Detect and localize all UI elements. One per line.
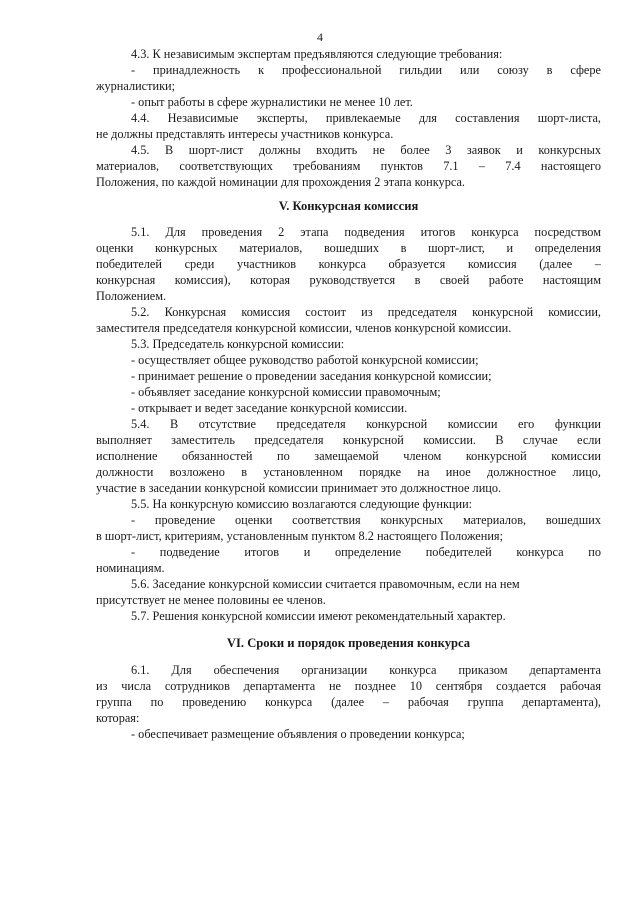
paragraph-line: номинациям.: [96, 561, 165, 575]
paragraph-line: 5.4. В отсутствие председателя конкурсной комиссии его функции: [131, 417, 601, 431]
paragraph-line: журналистики;: [96, 79, 176, 93]
list-item: - объявляет заседание конкурсной комиссии правомочным;: [131, 385, 441, 399]
paragraph-line: материалов, соответствующих требованиям пунктов 7.1 – 7.4 настоящего: [96, 159, 601, 173]
page-number: 4: [317, 30, 323, 44]
list-item: - подведение итогов и определение победителей конкурса по: [131, 545, 601, 559]
paragraph-line: 5.2. Конкурсная комиссия состоит из председателя конкурсной комиссии,: [131, 305, 601, 319]
paragraph-line: из числа сотрудников департамента не позднее 10 сентября создается рабочая: [96, 679, 601, 693]
list-item: - обеспечивает размещение объявления о проведении конкурса;: [131, 727, 465, 741]
paragraph-line: оценки конкурсных материалов, вошедших в шорт-лист, и определения: [96, 241, 601, 255]
paragraph-line: заместителя председателя конкурсной комиссии, членов конкурсной комиссии.: [96, 321, 512, 335]
paragraph-line: 4.3. К независимым экспертам предъявляются следующие требования:: [131, 47, 503, 61]
paragraph-line: выполняет заместитель председателя конкурсной комиссии. В случае если: [96, 433, 601, 447]
list-item: - открывает и ведет заседание конкурсной комиссии.: [131, 401, 408, 415]
list-item: - осуществляет общее руководство работой конкурсной комиссии;: [131, 353, 479, 367]
paragraph-line: 4.5. В шорт-лист должны входить не более 3 заявок и конкурсных: [131, 143, 601, 157]
paragraph-line: Положением.: [96, 289, 167, 303]
list-item: - принимает решение о проведении заседания конкурсной комиссии;: [131, 369, 492, 383]
paragraph-line: группа по проведению конкурса (далее – рабочая группа департамента),: [96, 695, 601, 709]
paragraph-line: 6.1. Для обеспечения организации конкурса приказом департамента: [131, 663, 601, 677]
paragraph-line: исполнение обязанностей по замещаемой членом конкурсной комиссии: [96, 449, 601, 463]
paragraph-line: Положения, по каждой номинации для прохождения 2 этапа конкурса.: [96, 175, 465, 189]
paragraph-line: 5.7. Решения конкурсной комиссии имеют рекомендательный характер.: [131, 609, 506, 623]
section-heading-5: V. Конкурсная комиссия: [278, 199, 419, 213]
list-item: - проведение оценки соответствия конкурсных материалов, вошедших: [131, 513, 601, 527]
paragraph-line: 5.5. На конкурсную комиссию возлагаются следующие функции:: [131, 497, 473, 511]
section-heading-6: VI. Сроки и порядок проведения конкурса: [226, 636, 471, 650]
paragraph-line: 5.3. Председатель конкурсной комиссии:: [131, 337, 345, 351]
paragraph-line: - принадлежность к профессиональной гильдии или союзу в сфере: [131, 63, 601, 77]
paragraph-line: - опыт работы в сфере журналистики не менее 10 лет.: [131, 95, 413, 109]
paragraph-line: не должны представлять интересы участников конкурса.: [96, 127, 394, 141]
paragraph-line: присутствует не менее половины ее членов.: [96, 593, 326, 607]
paragraph-line: конкурсная комиссия), которая руководствуется в своей работе настоящим: [96, 273, 601, 287]
paragraph-line: 5.1. Для проведения 2 этапа подведения итогов конкурса посредством: [131, 225, 601, 239]
paragraph-line: в шорт-лист, критериям, установленным пунктом 8.2 настоящего Положения;: [96, 529, 503, 543]
paragraph-line: которая:: [96, 711, 140, 725]
paragraph-line: 5.6. Заседание конкурсной комиссии считается правомочным, если на нем: [131, 577, 520, 591]
paragraph-line: должности возложено в установленном порядке на иное должностное лицо,: [96, 465, 601, 479]
paragraph-line: 4.4. Независимые эксперты, привлекаемые для составления шорт-листа,: [131, 111, 601, 125]
paragraph-line: победителей среди участников конкурса образуется комиссия (далее –: [96, 257, 601, 271]
paragraph-line: участие в заседании конкурсной комиссии принимает это должностное лицо.: [96, 481, 502, 495]
